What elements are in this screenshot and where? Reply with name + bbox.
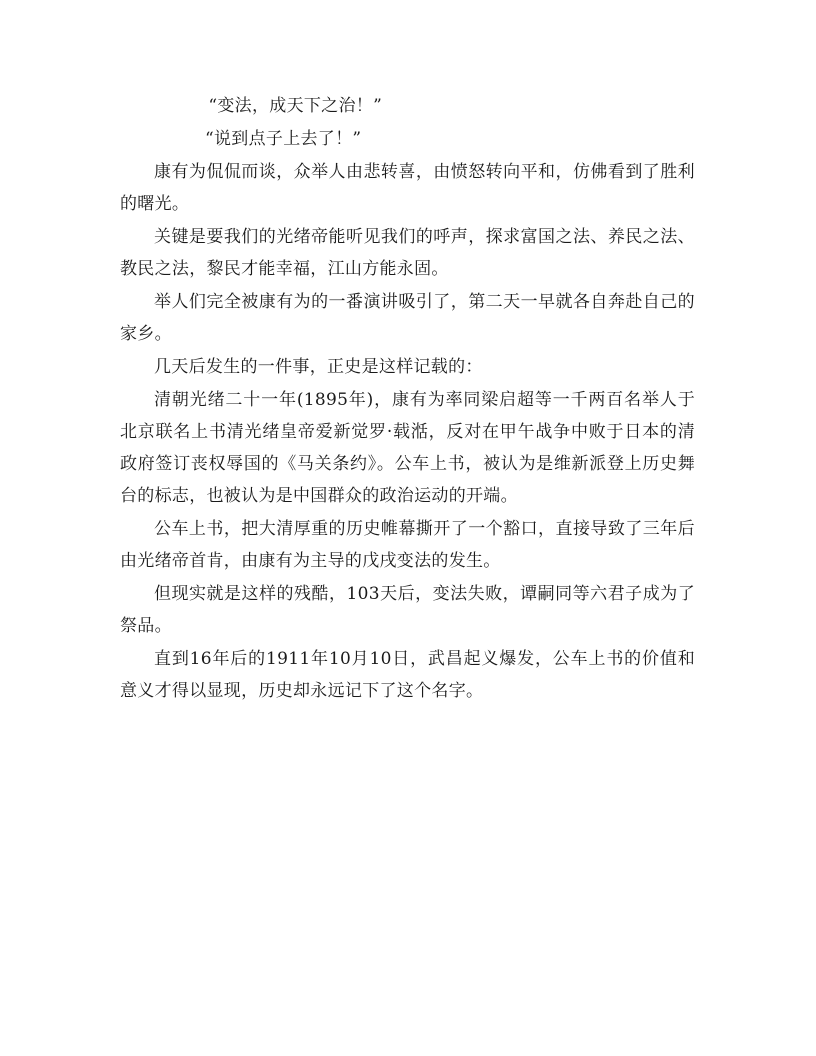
paragraph-6: 几天后发生的一件事，正史是这样记载的：	[154, 357, 483, 377]
paragraph-10: 直到16年后的1911年10月10日，武昌起义爆发，公车上书的价值和意义才得以显现，历史却永远记下了这个名字。	[120, 649, 695, 701]
paragraph-3: 康有为侃侃而谈，众举人由悲转喜，由愤怒转向平和，仿佛看到了胜利的曙光。	[120, 162, 695, 214]
document-body	[120, 90, 695, 708]
paragraph-8: 公车上书，把大清厚重的历史帷幕撕开了一个豁口，直接导致了三年后由光绪帝首肯，由康有为主导的戊戌变法的发生。	[120, 519, 695, 571]
paragraph-quote-1: “变法，成天下之治！”	[208, 96, 383, 116]
paragraph-7: 清朝光绪二十一年(1895年)，康有为率同梁启超等一千两百名举人于北京联名上书清光绪皇帝爱新觉罗·载湉，反对在甲午战争中败于日本的清政府签订丧权辱国的《马关条约》。公车上书，被认为是维新派登上历史舞台的标志，也被认为是中国群众的政治运动的开端。	[120, 390, 695, 506]
paragraph-quote-2: “说到点子上去了！”	[205, 129, 362, 149]
paragraph-4: 关键是要我们的光绪帝能听见我们的呼声，探求富国之法、养民之法、教民之法，黎民才能幸福，江山方能永固。	[120, 227, 695, 279]
paragraph-9: 但现实就是这样的残酷，103天后，变法失败，谭嗣同等六君子成为了祭品。	[120, 584, 695, 636]
paragraph-5: 举人们完全被康有为的一番演讲吸引了，第二天一早就各自奔赴自己的家乡。	[120, 292, 695, 344]
